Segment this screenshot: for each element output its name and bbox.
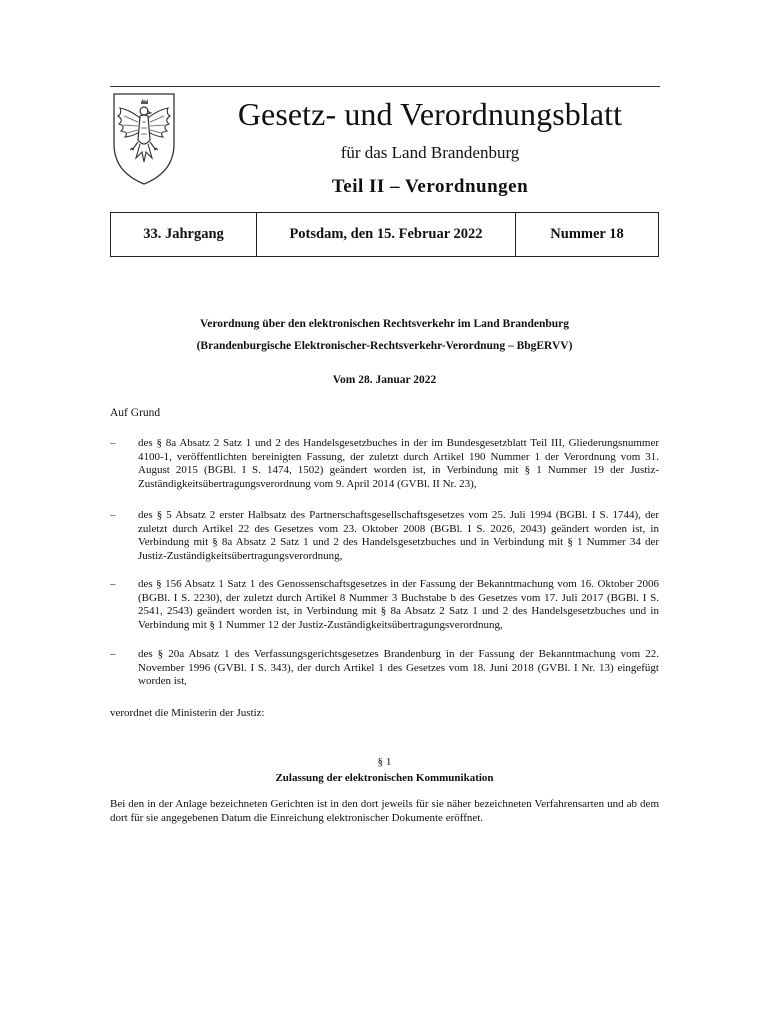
preamble-item <box>110 437 659 491</box>
issue-year: 33. Jahrgang <box>111 213 257 256</box>
issue-info-table <box>110 212 659 257</box>
header-top-rule <box>110 86 660 87</box>
regulation-date: Vom 28. Januar 2022 <box>332 374 437 386</box>
brandenburg-eagle-icon <box>112 92 176 186</box>
list-dash: – <box>110 437 116 449</box>
issue-place-date: Potsdam, den 15. Februar 2022 <box>257 213 516 256</box>
preamble-outro: verordnet die Ministerin der Justiz: <box>110 707 265 719</box>
preamble-item-text: des § 156 Absatz 1 Satz 1 des Genossenschaftsgesetzes in der Fassung der Bekanntmachung vom 16. Oktober 2006 (BGBl. I S. 2230), der zuletzt durch Artikel 8 Nummer 3 Buchstabe b des Gesetzes vom 17. Juli 2017 (BGBl. I S. 2541, 2543) geändert worden ist, in Verbindung mit § 8a Absatz 2 Satz 1 und 2 des Handelsgesetzbuches und in Verbindung mit § 1 Nummer 12 der Justiz-Zuständigkeitsübertragungsverordnung, <box>138 578 659 631</box>
gazette-subtitle: für das Land Brandenburg <box>340 143 520 162</box>
preamble-item <box>110 578 659 632</box>
preamble-intro: Auf Grund <box>110 407 161 419</box>
section-symbol: § 1 <box>377 756 392 768</box>
regulation-title: Verordnung über den elektronischen Rechtsverkehr im Land Brandenburg <box>199 318 569 330</box>
section-heading: Zulassung der elektronischen Kommunikation <box>275 772 494 784</box>
gazette-title: Gesetz- und Verordnungsblatt <box>237 96 623 132</box>
preamble-item <box>110 509 659 563</box>
issue-number: Nummer 18 <box>550 226 624 242</box>
preamble-item-text: des § 8a Absatz 2 Satz 1 und 2 des Handelsgesetzbuches in der im Bundesgesetzblatt Teil III, Gliederungsnummer 4100-1, veröffentlichten bereinigten Fassung, der zuletzt durch Artikel 190 Nummer 1 der Verordnung vom 31. August 2015 (BGBl. I S. 1474, 1502) geändert worden ist, in Verbindung mit § 1 Nummer 19 der Justiz-Zuständigkeitsübertragungsverordnung vom 9. April 2014 (GVBl. II Nr. 23), <box>138 437 659 490</box>
list-dash: – <box>110 578 116 590</box>
regulation-short-title: (Brandenburgische Elektronischer-Rechtsverkehr-Verordnung – BbgERVV) <box>196 340 573 352</box>
preamble-item-text: des § 20a Absatz 1 des Verfassungsgerichtsgesetzes Brandenburg in der Fassung der Bekanntmachung vom 22. November 1996 (GVBl. I S. 343), der durch Artikel 1 des Gesetzes vom 18. Juni 2018 (GVBl. I Nr. 13) eingefügt worden ist, <box>138 648 659 688</box>
preamble-item-text: des § 5 Absatz 2 erster Halbsatz des Partnerschaftsgesellschaftsgesetzes vom 25. Juli 1994 (BGBl. I S. 1744), der zuletzt durch Artikel 22 des Gesetzes vom 23. Oktober 2008 (BGBl. I S. 2026, 2043) geändert worden ist, in Verbindung mit § 8a Absatz 2 Satz 1 und 2 des Handelsgesetzbuches und in Verbindung mit § 1 Nummer 34 der Justiz-Zuständigkeitsübertragungsverordnung, <box>138 509 659 562</box>
list-dash: – <box>110 648 116 660</box>
list-dash: – <box>110 509 116 521</box>
gazette-part: Teil II – Verordnungen <box>331 176 529 197</box>
section-body: Bei den in der Anlage bezeichneten Gerichten ist in den dort jeweils für sie näher bezeichneten Verfahrensarten und ab dem dort für sie angegebenen Datum die Einreichung elektronischer Dokumente eröffnet. <box>110 798 659 824</box>
preamble-item <box>110 648 659 689</box>
